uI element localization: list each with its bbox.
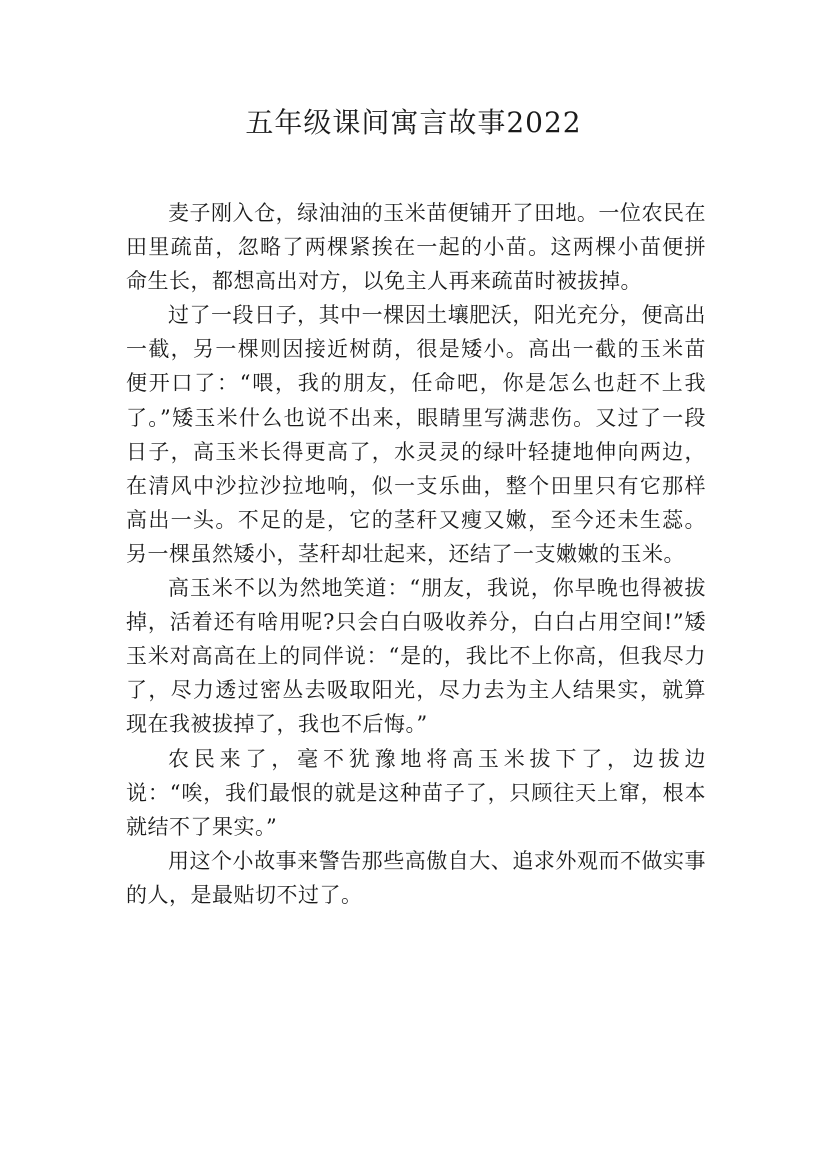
document-body	[126, 196, 706, 912]
paragraph-5: 用这个小故事来警告那些高傲自大、追求外观而不做实事的人，是最贴切不过了。	[126, 848, 706, 907]
paragraph-2: 过了一段日子，其中一棵因土壤肥沃，阳光充分，便高出一截，另一棵则因接近树荫，很是矮小。高出一截的玉米苗便开口了：“喂，我的朋友，任命吧，你是怎么也赶不上我了。”矮玉米什么也说不出来，眼睛里写满悲伤。又过了一段日子，高玉米长得更高了，水灵灵的绿叶轻捷地伸向两边，在清风中沙拉沙拉地响，似一支乐曲，整个田里只有它那样高出一头。不足的是，它的茎秆又瘦又嫩，至今还未生蕊。另一棵虽然矮小，茎秆却壮起来，还结了一支嫩嫩的玉米。	[126, 303, 706, 566]
paragraph-4: 农民来了，毫不犹豫地将高玉米拔下了，边拔边说：“唉，我们最恨的就是这种苗子了，只顾往天上窜，根本就结不了果实。”	[126, 746, 706, 839]
paragraph-1: 麦子刚入仓，绿油油的玉米苗便铺开了田地。一位农民在田里疏苗，忽略了两棵紧挨在一起的小苗。这两棵小苗便拼命生长，都想高出对方，以免主人再来疏苗时被拔掉。	[126, 201, 706, 294]
document-title: 五年级课间寓言故事2022	[245, 106, 582, 139]
paragraph-3: 高玉米不以为然地笑道：“朋友，我说，你早晚也得被拔掉，活着还有啥用呢?只会白白吸收养分，白白占用空间!”矮玉米对高高在上的同伴说：“是的，我比不上你高，但我尽力了，尽力透过密丛去吸取阳光，尽力去为主人结果实，就算现在我被拔掉了，我也不后悔。”	[126, 576, 706, 737]
